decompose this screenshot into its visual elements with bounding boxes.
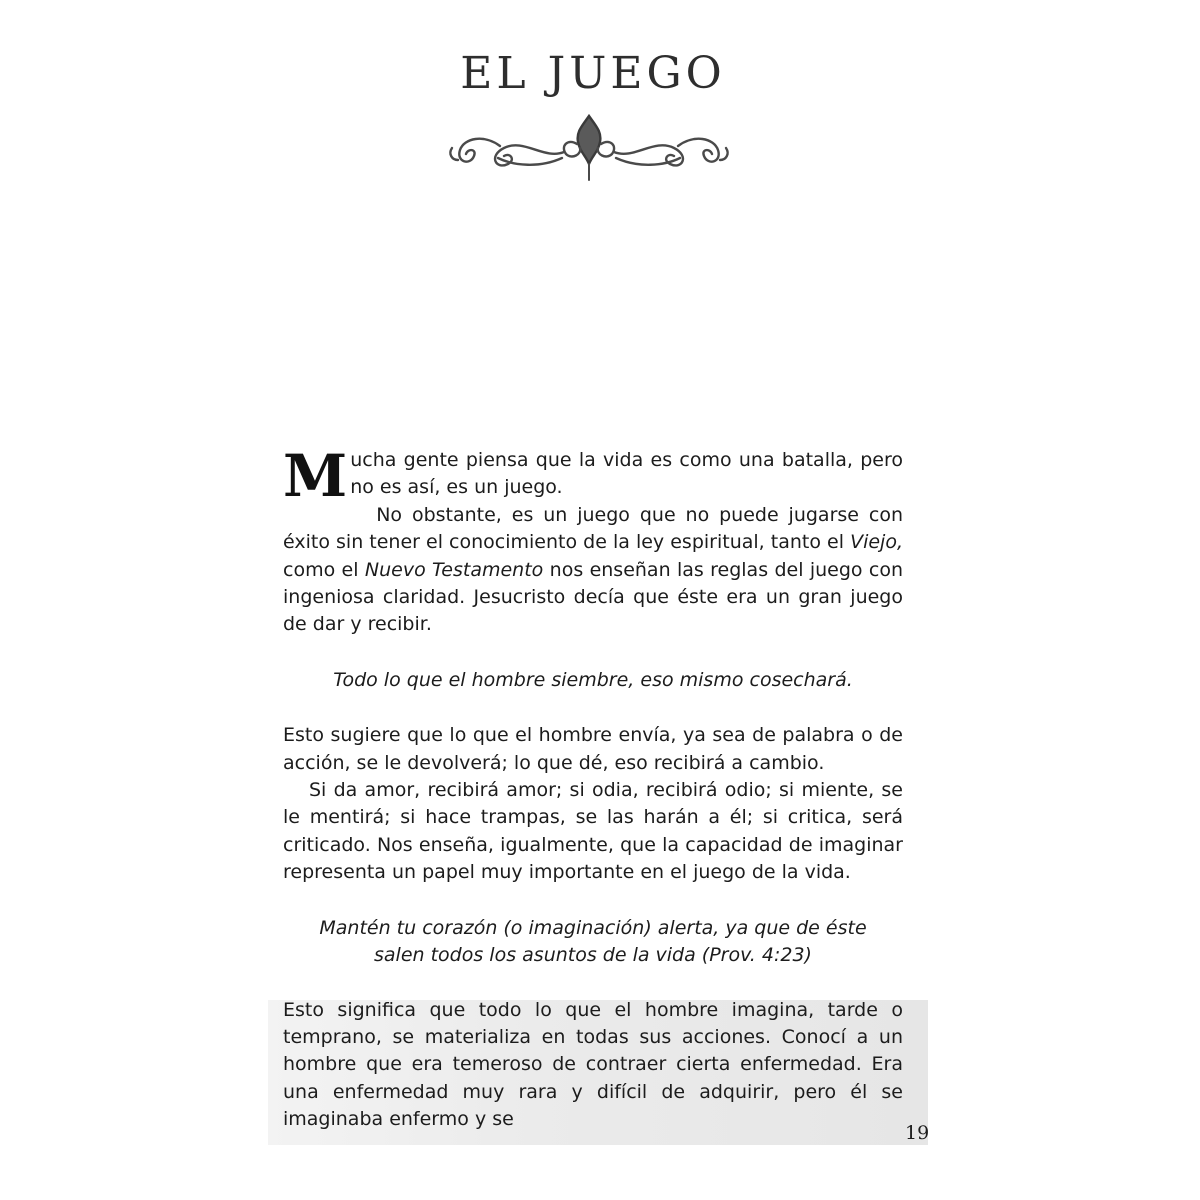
paragraph-3: Esto sugiere que lo que el hombre envía, ya sea de palabra o de acción, se le devolverá; lo que dé, eso recibirá a cambio. (283, 724, 903, 774)
paragraph-2 (283, 502, 903, 639)
paragraph-1-text: ucha gente piensa que la vida es como una batalla, pero no es así, es un juego. (350, 449, 903, 499)
italic-viejo: Viejo, (850, 531, 903, 554)
paragraph-2-text-a: No obstante, es un juego que no puede jugarse con éxito sin tener el conocimiento de la ley espiritual, tanto el (283, 503, 903, 554)
body-text (283, 442, 903, 1134)
page-number: 19 (905, 1122, 930, 1144)
quote-2-line-2: salen todos los asuntos de la vida (Prov. 4:23) (374, 944, 812, 967)
paragraph-5: Esto significa que todo lo que el hombre imagina, tarde o temprano, se materializa en todas sus acciones. Conocí a un hombre que era temeroso de contraer cierta enfermedad. Era una enfermedad muy rara y difícil de adquirir, pero él se imaginaba enfermo y se (283, 998, 903, 1131)
paragraph-1 (283, 442, 903, 510)
paragraph-2-text-c: nos enseñan las reglas del juego con ingeniosa claridad. Jesucristo decía que éste era un gran juego de dar y recibir. (283, 558, 903, 636)
italic-nuevo-testamento: Nuevo Testamento (364, 558, 544, 581)
paragraph-2-text-b: como el (283, 558, 365, 581)
quote-1: Todo lo que el hombre siembre, eso mismo cosechará. (333, 668, 853, 691)
paragraph-4: Si da amor, recibirá amor; si odia, recibirá odio; si miente, se le mentirá; si hace trampas, se las harán a él; si critica, será criticado. Nos enseña, igualmente, que la capacidad de imaginar representa un papel muy importante en el juego de la vida. (283, 779, 903, 884)
drop-cap: M (283, 442, 348, 510)
flourish-divider-icon (444, 108, 734, 188)
quote-2-line-1: Mantén tu corazón (o imaginación) alerta, ya que de éste (319, 916, 867, 939)
chapter-title: EL JUEGO (460, 48, 726, 99)
